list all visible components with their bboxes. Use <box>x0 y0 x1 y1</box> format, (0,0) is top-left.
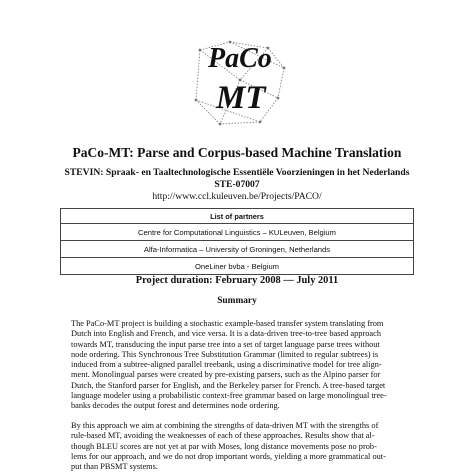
summary-line: Dutch into English and French, and vice versa. It is a data-driven tree-to-tree based approach <box>71 329 381 339</box>
project-url[interactable]: http://www.ccl.kuleuven.be/Projects/PACO/ <box>152 191 322 202</box>
partner-row: Alfa-Informatica – University of Groningen, Netherlands <box>61 241 414 258</box>
partner-row: Centre for Computational Linguistics – KULeuven, Belgium <box>61 224 414 241</box>
summary-line: language modeler using a probabilistic context-free grammar based on large monolingual tree- <box>71 391 387 401</box>
summary-line: put than PBSMT systems. <box>71 462 159 472</box>
summary-line: By this approach we aim at combining the strengths of data-driven MT with the strengths of <box>71 421 379 430</box>
document-title: PaCo-MT: Parse and Corpus-based Machine Translation <box>72 145 402 160</box>
partner-row: OneLiner bvba - Belgium <box>61 258 414 275</box>
partners-table-header: List of partners <box>61 209 414 224</box>
program-subtitle: STEVIN: Spraak- en Taaltechnologische Essentiële Voorzieningen in het Nederlands <box>64 167 410 178</box>
summary-paragraph-1 <box>71 319 407 412</box>
logo-text-mt: MT <box>216 80 266 116</box>
summary-line: ment. Monolingual parses were created by pre-existing parsers, such as the Alpino parser for <box>71 370 381 380</box>
summary-line: rule-based MT, avoiding the weaknesses of each of these approaches. Results show that al- <box>71 431 375 441</box>
summary-line: towards MT, transducing the input parse tree into a set of target language parse trees without <box>71 339 380 349</box>
summary-line: induced from a subtree-aligned parallel treebank, using a discriminative model for tree align- <box>71 360 382 370</box>
summary-line: node ordering. This Synchronous Tree Substitution Grammar (limited to regular subtrees) is <box>71 349 379 359</box>
logo-text-paco: PaCo <box>208 43 272 74</box>
project-duration: Project duration: February 2008 — July 2011 <box>135 275 339 286</box>
summary-paragraph-2 <box>71 421 407 472</box>
summary-line: Dutch, the Stanford parser for English, and the Berkeley parser for French. A tree-based target <box>71 380 386 390</box>
summary-line: though BLEU scores are not yet at par with Moses, long distance movements pose no prob- <box>71 441 377 451</box>
paco-mt-logo <box>190 38 290 128</box>
partners-table <box>60 208 414 275</box>
project-code: STE-07007 <box>214 179 260 190</box>
summary-line: lems for our approach, and we do not drop important words, yielding a more grammatical out- <box>71 451 386 461</box>
summary-line: banks decodes the output forest and determines node ordering. <box>71 401 280 411</box>
summary-line: The PaCo-MT project is building a stochastic example-based transfer system translating from <box>71 319 384 328</box>
summary-heading: Summary <box>217 296 257 306</box>
